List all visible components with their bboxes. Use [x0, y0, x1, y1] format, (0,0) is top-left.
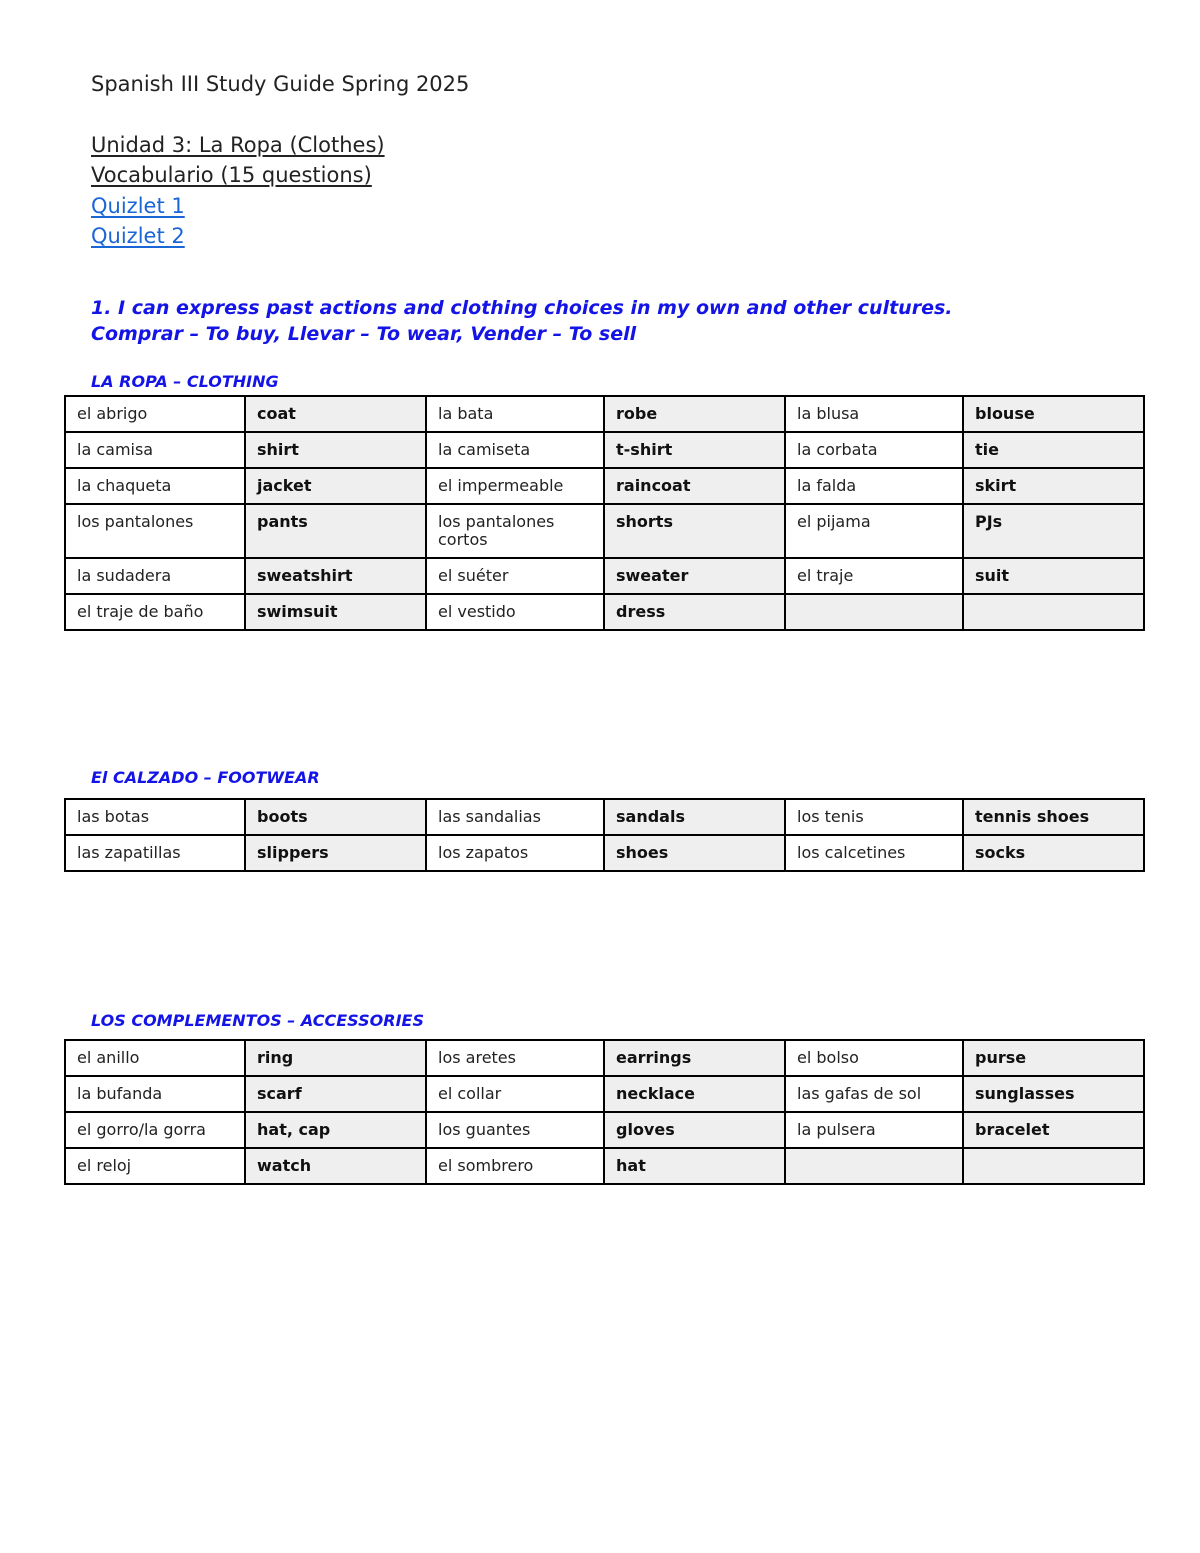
english-term: slippers	[245, 835, 426, 871]
english-term: shoes	[604, 835, 785, 871]
spanish-term: el reloj	[65, 1148, 245, 1184]
english-term: sunglasses	[963, 1076, 1144, 1112]
english-term: sweatshirt	[245, 558, 426, 594]
english-term: shirt	[245, 432, 426, 468]
english-term: hat	[604, 1148, 785, 1184]
table-row	[65, 1112, 1144, 1148]
english-term: boots	[245, 799, 426, 835]
spanish-term: la sudadera	[65, 558, 245, 594]
spanish-term: la falda	[785, 468, 963, 504]
english-term: coat	[245, 396, 426, 432]
english-term: blouse	[963, 396, 1144, 432]
spanish-term: los guantes	[426, 1112, 604, 1148]
english-term: swimsuit	[245, 594, 426, 630]
empty-cell	[963, 594, 1144, 630]
english-term: raincoat	[604, 468, 785, 504]
spanish-term: el suéter	[426, 558, 604, 594]
document-title: Spanish III Study Guide Spring 2025	[91, 72, 470, 96]
spanish-term: la chaqueta	[65, 468, 245, 504]
spanish-term: el impermeable	[426, 468, 604, 504]
quizlet-2-link[interactable]: Quizlet 2	[91, 224, 185, 248]
spanish-term: la pulsera	[785, 1112, 963, 1148]
english-term: socks	[963, 835, 1144, 871]
english-term: gloves	[604, 1112, 785, 1148]
english-term: sandals	[604, 799, 785, 835]
ropa-table	[64, 395, 1145, 631]
spanish-term: la camiseta	[426, 432, 604, 468]
spanish-term: los calcetines	[785, 835, 963, 871]
spanish-term: el abrigo	[65, 396, 245, 432]
english-term: hat, cap	[245, 1112, 426, 1148]
spanish-term: los pantalones cortos	[426, 504, 604, 558]
unit-heading: Unidad 3: La Ropa (Clothes)	[91, 133, 385, 157]
spanish-term: el collar	[426, 1076, 604, 1112]
spanish-term: los aretes	[426, 1040, 604, 1076]
spanish-term: la blusa	[785, 396, 963, 432]
spanish-term: la bufanda	[65, 1076, 245, 1112]
complementos-table-body	[65, 1040, 1144, 1184]
complementos-table	[64, 1039, 1145, 1185]
ropa-section-title: LA ROPA – CLOTHING	[91, 372, 279, 391]
english-term: purse	[963, 1040, 1144, 1076]
english-term: shorts	[604, 504, 785, 558]
table-row	[65, 1148, 1144, 1184]
spanish-term: las gafas de sol	[785, 1076, 963, 1112]
calzado-table	[64, 798, 1145, 872]
table-row	[65, 835, 1144, 871]
ropa-table-body	[65, 396, 1144, 630]
quizlet-1-link[interactable]: Quizlet 1	[91, 194, 185, 218]
objective-statement: 1. I can express past actions and clothing choices in my own and other cultures.	[91, 297, 953, 319]
english-term: dress	[604, 594, 785, 630]
english-term: ring	[245, 1040, 426, 1076]
spanish-term: el vestido	[426, 594, 604, 630]
calzado-section-title: El CALZADO – FOOTWEAR	[91, 768, 320, 787]
english-term: necklace	[604, 1076, 785, 1112]
english-term: suit	[963, 558, 1144, 594]
table-row	[65, 594, 1144, 630]
english-term: bracelet	[963, 1112, 1144, 1148]
objective-verbs: Comprar – To buy, Llevar – To wear, Vender – To sell	[91, 323, 637, 345]
spanish-term: el pijama	[785, 504, 963, 558]
spanish-term: el traje	[785, 558, 963, 594]
vocab-heading: Vocabulario (15 questions)	[91, 163, 372, 187]
spanish-term: las zapatillas	[65, 835, 245, 871]
english-term: t-shirt	[604, 432, 785, 468]
table-row	[65, 432, 1144, 468]
spanish-term: la camisa	[65, 432, 245, 468]
spanish-term: el gorro/la gorra	[65, 1112, 245, 1148]
table-row	[65, 1076, 1144, 1112]
english-term: tennis shoes	[963, 799, 1144, 835]
spanish-term: las sandalias	[426, 799, 604, 835]
complementos-section-title: LOS COMPLEMENTOS – ACCESSORIES	[91, 1011, 424, 1030]
english-term: scarf	[245, 1076, 426, 1112]
spanish-term: la bata	[426, 396, 604, 432]
spanish-term: el anillo	[65, 1040, 245, 1076]
spanish-term: los zapatos	[426, 835, 604, 871]
english-term: robe	[604, 396, 785, 432]
table-row	[65, 468, 1144, 504]
english-term: tie	[963, 432, 1144, 468]
empty-cell	[785, 594, 963, 630]
calzado-table-body	[65, 799, 1144, 871]
english-term: watch	[245, 1148, 426, 1184]
empty-cell	[963, 1148, 1144, 1184]
spanish-term: el sombrero	[426, 1148, 604, 1184]
english-term: jacket	[245, 468, 426, 504]
spanish-term: el traje de baño	[65, 594, 245, 630]
empty-cell	[785, 1148, 963, 1184]
table-row	[65, 1040, 1144, 1076]
spanish-term: las botas	[65, 799, 245, 835]
spanish-term: los tenis	[785, 799, 963, 835]
spanish-term: los pantalones	[65, 504, 245, 558]
table-row	[65, 558, 1144, 594]
english-term: earrings	[604, 1040, 785, 1076]
english-term: PJs	[963, 504, 1144, 558]
english-term: skirt	[963, 468, 1144, 504]
table-row	[65, 799, 1144, 835]
table-row	[65, 396, 1144, 432]
spanish-term: la corbata	[785, 432, 963, 468]
english-term: pants	[245, 504, 426, 558]
english-term: sweater	[604, 558, 785, 594]
spanish-term: el bolso	[785, 1040, 963, 1076]
table-row	[65, 504, 1144, 558]
